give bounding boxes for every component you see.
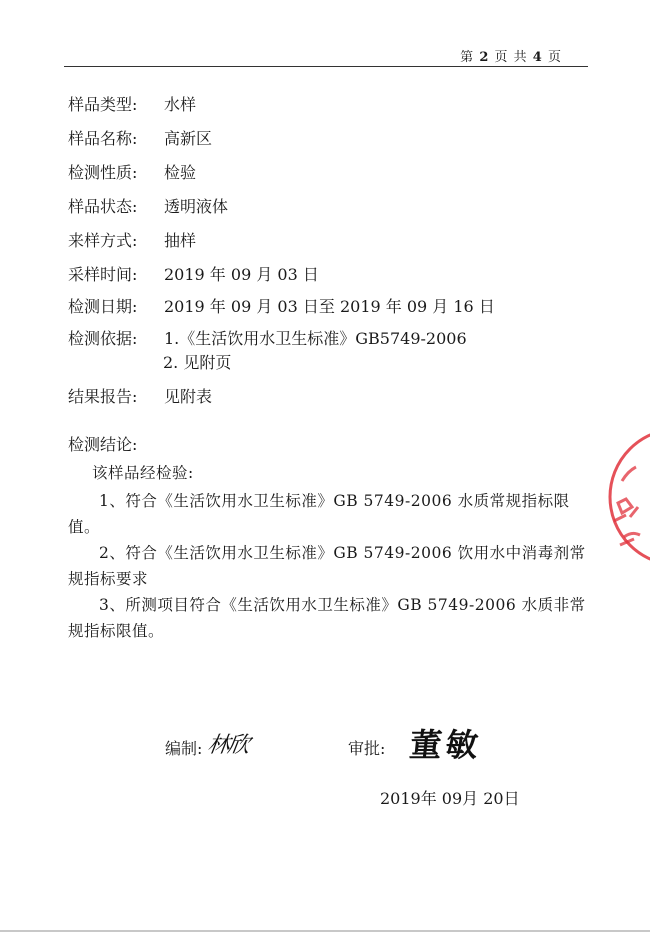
field-label: 检测性质:	[68, 163, 138, 182]
test-basis-line2: 2. 见附页	[163, 353, 232, 372]
page-current: 2	[479, 50, 490, 65]
conclusion-item-2: 2、符合《生活饮用水卫生标准》GB 5749-2006 饮用水中消毒剂常规指标要求	[68, 544, 586, 588]
field-label: 检测日期:	[68, 297, 138, 316]
field-sampling-method	[68, 228, 196, 251]
field-value: 1.《生活饮用水卫生标准》GB5749-2006	[164, 329, 467, 348]
field-value: 水样	[164, 95, 197, 114]
field-result-report	[68, 384, 212, 407]
conclusion-title: 检测结论:	[68, 435, 138, 454]
red-seal-stamp	[600, 425, 650, 565]
field-value: 2019 年 09 月 03 日	[164, 265, 319, 284]
approver-label: 审批:	[348, 739, 386, 758]
field-value: 见附表	[164, 387, 213, 406]
field-test-date	[68, 294, 495, 317]
conclusion-item-1: 1、符合《生活饮用水卫生标准》GB 5749-2006 水质常规指标限值。	[68, 492, 570, 536]
approver-signature: 董敏	[407, 726, 484, 764]
field-value: 透明液体	[164, 197, 229, 216]
field-test-nature	[68, 160, 196, 183]
field-label: 样品名称:	[68, 129, 138, 148]
field-label: 结果报告:	[68, 387, 138, 406]
field-value: 抽样	[164, 231, 197, 250]
page-suffix: 页	[547, 50, 562, 65]
signing-date: 2019年 09月 20日	[380, 789, 520, 808]
field-label: 检测依据:	[68, 329, 138, 348]
conclusion-item-3: 3、所测项目符合《生活饮用水卫生标准》GB 5749-2006 水质非常规指标限值。	[68, 596, 586, 640]
field-test-basis	[68, 326, 467, 349]
field-label: 样品类型:	[68, 95, 138, 114]
page-number	[460, 46, 562, 65]
field-label: 采样时间:	[68, 265, 138, 284]
field-value: 高新区	[164, 129, 213, 148]
page-prefix: 第	[460, 50, 475, 65]
header-divider	[64, 66, 588, 67]
page-mid: 页 共	[494, 50, 528, 65]
page-total: 4	[532, 50, 543, 65]
bottom-divider	[0, 930, 650, 932]
field-sampling-time	[68, 262, 319, 285]
compiler-label: 编制:	[165, 739, 203, 758]
field-label: 样品状态:	[68, 197, 138, 216]
field-sample-type	[68, 92, 196, 115]
field-value: 2019 年 09 月 03 日至 2019 年 09 月 16 日	[164, 297, 495, 316]
field-sample-state	[68, 194, 228, 217]
field-label: 来样方式:	[68, 231, 138, 250]
field-value: 检验	[164, 163, 197, 182]
field-sample-name	[68, 126, 212, 149]
compiler-signature: 林欣	[205, 733, 250, 758]
conclusion-intro: 该样品经检验:	[92, 464, 194, 482]
